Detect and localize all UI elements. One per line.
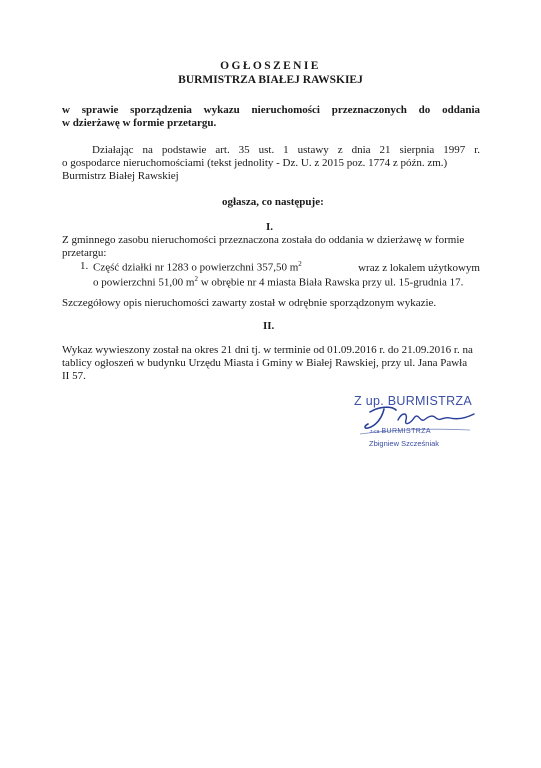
details-text: Szczegółowy opis nieruchomości zawarty został w odrębnie sporządzonym wykazie. xyxy=(62,297,437,309)
list-item-text-a: Część działki nr 1283 o powierzchni 357,50 $m^2$ xyxy=(93,260,302,274)
list-item-number: 1. xyxy=(80,260,89,272)
document-title: OGŁOSZENIE xyxy=(220,60,321,72)
list-item-text-b: wraz z lokalem użytkowym xyxy=(358,261,480,274)
section-2-heading: II. xyxy=(263,320,275,332)
section-2-line-3: II 57. xyxy=(62,370,86,382)
announces-heading: ogłasza, co następuje: xyxy=(222,196,324,208)
stamp-line-3: Zbigniew Szcześniak xyxy=(369,439,440,448)
stamp-line-1: Z up. BURMISTRZA xyxy=(354,394,473,408)
section-1-line-2: przetargu: xyxy=(62,247,107,259)
subject-line-2: w dzierżawę w formie przetargu. xyxy=(62,117,217,129)
section-1-heading: I. xyxy=(266,221,274,233)
list-item-line-2: o powierzchni 51,00 $m^2$ w obrębie nr 4 miasta Biała Rawska przy ul. 15-grudnia 17. xyxy=(93,275,464,289)
section-1-line-1: Z gminnego zasobu nieruchomości przeznaczona została do oddania w dzierżawę w formie xyxy=(62,234,465,246)
section-2-line-1: Wykaz wywieszony został na okres 21 dni tj. w terminie od 01.09.2016 r. do 21.09.2016 r. na xyxy=(62,344,473,356)
intro-line-1: Działając na podstawie art. 35 ust. 1 ustawy z dnia 21 sierpnia 1997 r. xyxy=(92,144,480,156)
stamp-line-2: z-ca BURMISTRZA xyxy=(370,428,431,435)
intro-line-3: Burmistrz Białej Rawskiej xyxy=(62,170,179,182)
section-2-line-2: tablicy ogłoszeń w budynku Urzędu Miasta i Gminy w Białej Rawskiej, przy ul. Jana Pawła xyxy=(62,357,468,369)
subject-line-1: w sprawie sporządzenia wykazu nieruchomości przeznaczonych do oddania xyxy=(62,104,480,116)
document-subtitle: BURMISTRZA BIAŁEJ RAWSKIEJ xyxy=(178,74,363,86)
intro-line-2: o gospodarce nieruchomościami (tekst jednolity - Dz. U. z 2015 poz. 1774 z późn. zm.) xyxy=(62,157,448,169)
